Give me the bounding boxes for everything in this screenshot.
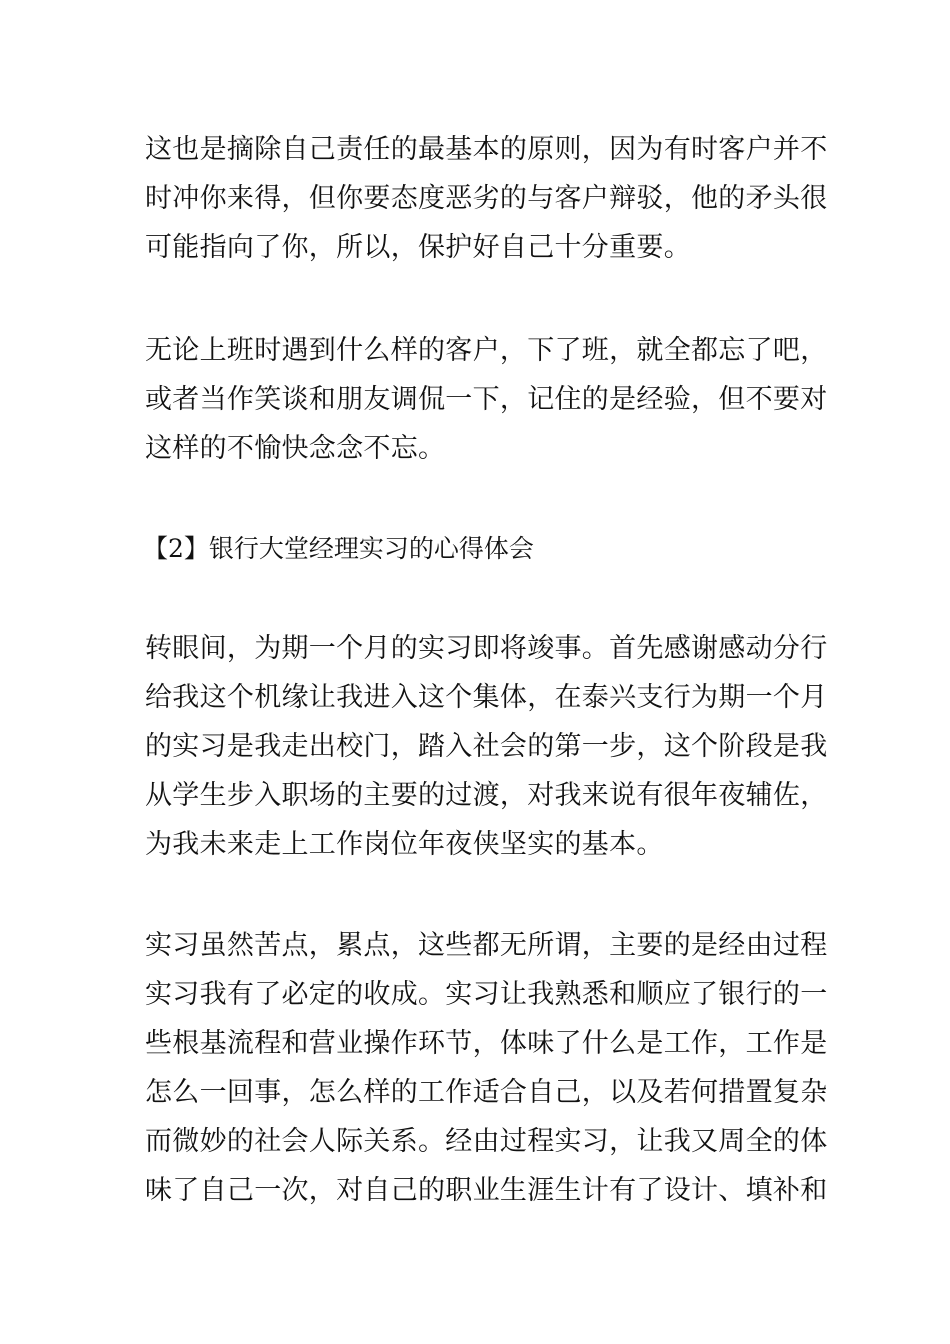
text-line: 味了自己一次，对自己的职业生涯生计有了设计、填补和 <box>145 1175 828 1206</box>
text-line: 这也是摘除自己责任的最基本的原则，因为有时客户并不 <box>145 134 828 165</box>
text-line: 而微妙的社会人际关系。经由过程实习，让我又周全的体 <box>145 1126 828 1157</box>
paragraph-1 <box>145 125 828 272</box>
paragraph-4 <box>145 921 828 1215</box>
text-line: 这样的不愉快念念不忘。 <box>145 433 446 464</box>
text-line: 为我未来走上工作岗位年夜侠坚实的基本。 <box>145 829 664 860</box>
text-line: 转眼间，为期一个月的实习即将竣事。首先感谢感动分行 <box>145 633 828 664</box>
paragraph-3 <box>145 624 828 869</box>
section-heading: 【2】银行大堂经理实习的心得体会 <box>143 534 534 563</box>
text-line: 些根基流程和营业操作环节，体味了什么是工作，工作是 <box>145 1028 828 1059</box>
paragraph-2 <box>145 326 828 473</box>
text-line: 无论上班时遇到什么样的客户，下了班，就全都忘了吧， <box>145 335 828 366</box>
text-line: 可能指向了你，所以，保护好自己十分重要。 <box>145 232 691 263</box>
text-line: 的实习是我走出校门，踏入社会的第一步，这个阶段是我 <box>145 731 828 762</box>
text-line: 给我这个机缘让我进入这个集体，在泰兴支行为期一个月 <box>145 682 828 713</box>
text-line: 从学生步入职场的主要的过渡，对我来说有很年夜辅佐， <box>145 780 828 811</box>
text-line: 或者当作笑谈和朋友调侃一下，记住的是经验，但不要对 <box>145 384 828 415</box>
text-line: 实习我有了必定的收成。实习让我熟悉和顺应了银行的一 <box>145 979 828 1010</box>
text-line: 怎么一回事，怎么样的工作适合自己，以及若何措置复杂 <box>145 1077 828 1108</box>
text-line: 时冲你来得，但你要态度恶劣的与客户辩驳，他的矛头很 <box>145 183 828 214</box>
text-line: 实习虽然苦点，累点，这些都无所谓，主要的是经由过程 <box>145 930 828 961</box>
